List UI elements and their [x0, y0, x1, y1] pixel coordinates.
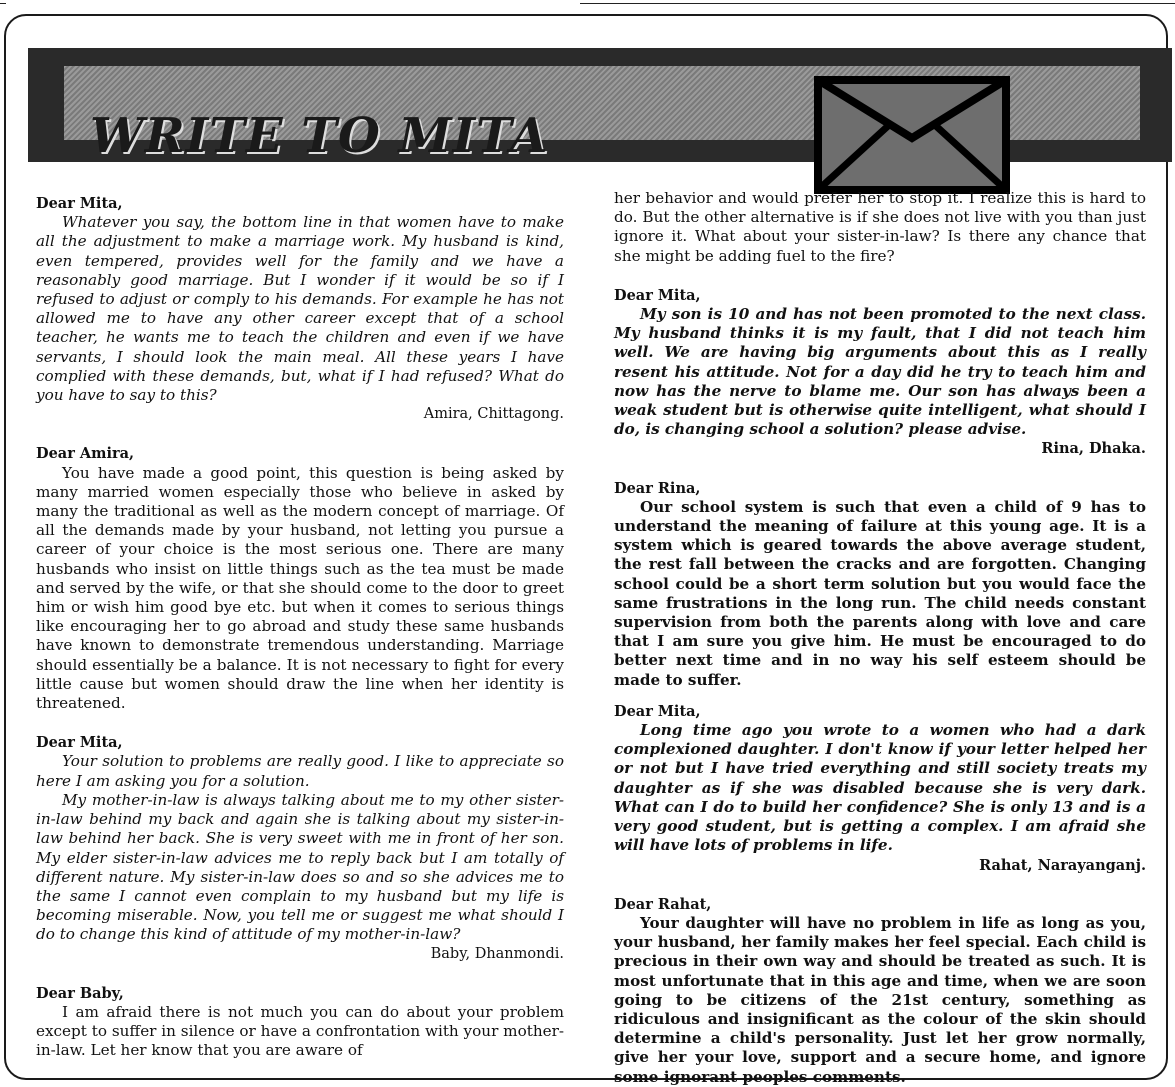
letter-text: My mother-in-law is always talking about me to my other sister-in-law behind my back and again she is talking about my sister-in-law behind her back. She is very sweet with me in front of her son. My elder sister-in-law advices me to reply back but I am totally of different nature. My sister-in-law does so and so she advices me to the same I cannot even complain to my husband but my life is becoming miserable. Now, you tell me or suggest me what should I do to change this kind of attitude of my mother-in-law?: [36, 790, 564, 944]
letter-text: Whatever you say, the bottom line in that women have to make all the adjustment to make a marriage work. My husband is kind, even tempered, provides well for the family and we have a reasonably good marriage. But I wonder if it would be so if I refused to adjust or comply to his demands. For example he has not allowed me to have any other career except that of a school teacher, he wants me to teach the children and even if we have servants, I should look the main meal. All these years I have complied with these demands, but, what if I had refused? What do you have to say to this?: [36, 213, 564, 405]
rule-segment: [580, 3, 1175, 4]
signature: Amira, Chittagong.: [423, 406, 564, 423]
letter-text: Your solution to problems are really good. I like to appreciate so here I am asking you for a solution.: [36, 752, 564, 790]
reply-text: You have made a good point, this question is being asked by many married women especially those who believe in asked by many the traditional as well as the modern concept of marriage. Of all the demands made by your husband, not letting you pursue a career of your choice is the most serious one. There are many husbands who insist on little things such as the tea must be made and served by the wife, or that she should come to the door to greet him or wish him good bye etc. but when it comes to serious things like encouraging her to go abroad and study these same husbands have known to demonstrate tremendous understanding. Marriage should essentially be a balance. It is not necessary to fight for every little cause but women should draw the line when her identity is threatened.: [36, 463, 564, 713]
salutation: Dear Mita,: [614, 702, 701, 720]
envelope-icon: [814, 76, 1010, 194]
page-top-rule: [0, 0, 1175, 4]
salutation: Dear Rina,: [614, 479, 701, 497]
salutation: Dear Amira,: [36, 445, 135, 463]
reply-text: Our school system is such that even a child of 9 has to understand the meaning of failure at this young age. It is a system which is geared towards the above average student, the rest fall between the cracks and are forgotten. Changing school could be a short term solution but you would face the same frustrations in the long run. The child needs constant supervision from both the parents along with love and care that I am sure you give him. He must be encouraged to do better next time and in no way his self esteem should be made to suffer.: [614, 497, 1146, 689]
signature: Rina, Dhaka.: [1041, 440, 1146, 458]
signature: Baby, Dhanmondi.: [430, 945, 564, 962]
salutation: Dear Mita,: [36, 195, 123, 212]
reply-text: I am afraid there is not much you can do about your problem except to suffer in silence or have a confrontation with your mother-in-law. Let her know that you are aware of: [36, 1002, 564, 1060]
header-banner: [28, 48, 1172, 162]
salutation: Dear Rahat,: [614, 895, 712, 913]
salutation: Dear Mita,: [614, 286, 701, 304]
letter-text: My son is 10 and has not been promoted to the next class. My husband thinks it is my fault, that I did not teach him well. We are having big arguments about this as I really resent his attitude. Not for a day did he try to teach him and now has the nerve to blame me. Our son has always been a weak student but is otherwise quite intelligent, what should I do, is changing school a solution? please advise.: [614, 305, 1146, 439]
salutation: Dear Mita,: [36, 734, 123, 752]
reply-text-continued: her behavior and would prefer her to stop it. I realize this is hard to do. But the other alternative is if she does not live with you than just ignore it. What about your sister-in-law? Is there any chance that she might be adding fuel to the fire?: [614, 189, 1146, 265]
signature: Rahat, Narayanganj.: [979, 856, 1146, 874]
right-column: [614, 189, 1146, 1087]
salutation: Dear Baby,: [36, 984, 124, 1002]
left-column: [36, 194, 564, 1061]
reply-text: Your daughter will have no problem in life as long as you, your husband, her family makes her feel special. Each child is precious in their own way and should be treated as such. It is most unfortunate that in this age and time, when we are soon going to be citizens of the 21st century, something as ridiculous and insignificant as the colour of the skin should determine a child's personality. Just let her grow normally, give her your love, support and a secure home, and ignore some ignorant peoples comments.: [614, 913, 1146, 1086]
letter-text: Long time ago you wrote to a women who had a dark complexioned daughter. I don't know if your letter helped her or not but I have tried everything and still society treats my daughter as if she was disabled because she is very dark. What can I do to build her confidence? She is only 13 and is a very good student, but is getting a complex. I am afraid she will have lots of problems in life.: [614, 721, 1146, 855]
page-title: WRITE TO MITA: [90, 108, 549, 164]
rule-segment: [0, 3, 6, 4]
